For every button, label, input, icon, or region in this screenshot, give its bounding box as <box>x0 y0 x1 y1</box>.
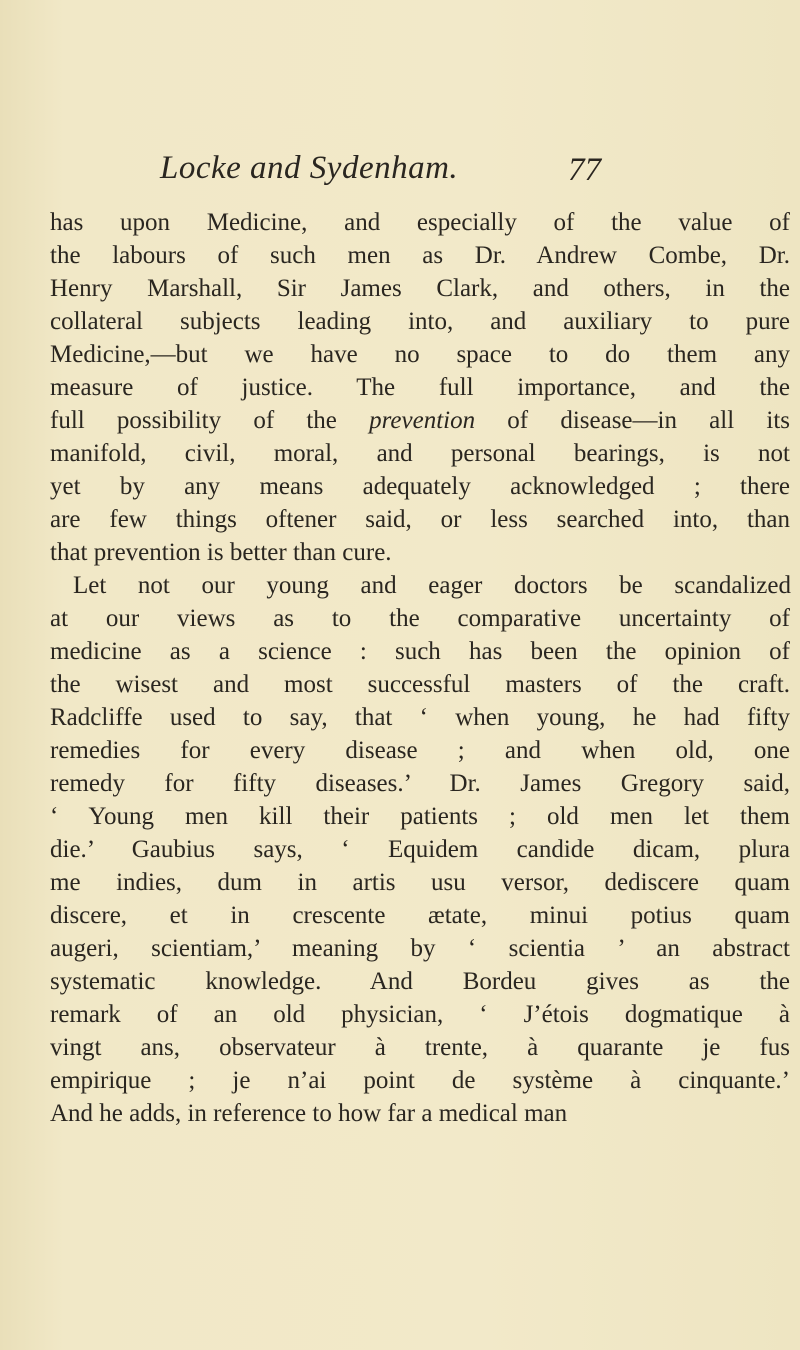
running-title: Locke and Sydenham. <box>160 150 459 186</box>
text-line: me indies, dum in artis usu versor, dediscere quam <box>50 869 790 896</box>
text-line: the wisest and most successful masters of the craft. <box>50 671 790 698</box>
text-line: remedy for fifty diseases.’ Dr. James Gregory said, <box>50 770 790 797</box>
text-line: has upon Medicine, and especially of the value of <box>50 209 790 236</box>
text-line: ‘ Young men kill their patients ; old men let them <box>50 803 790 830</box>
text-line: at our views as to the comparative uncertainty of <box>50 605 790 632</box>
text-line: And he adds, in reference to how far a medical man <box>50 1100 568 1127</box>
text-line: Radcliffe used to say, that ‘ when young, he had fifty <box>50 704 790 731</box>
page-header <box>0 150 800 190</box>
text-line: collateral subjects leading into, and auxiliary to pure <box>50 308 790 335</box>
text-line: the labours of such men as Dr. Andrew Combe, Dr. <box>50 242 790 269</box>
text-line: remedies for every disease ; and when old, one <box>50 737 790 764</box>
page-number: 77 <box>568 152 601 188</box>
text-line: empirique ; je n’ai point de système à cinquante.’ <box>50 1067 790 1094</box>
text-line: measure of justice. The full importance, and the <box>50 374 790 401</box>
text-line: systematic knowledge. And Bordeu gives as the <box>50 968 790 995</box>
text-line: Let not our young and eager doctors be scandalized <box>73 572 791 599</box>
text-line: Henry Marshall, Sir James Clark, and others, in the <box>50 275 790 302</box>
text-line: discere, et in crescente ætate, minui potius quam <box>50 902 790 929</box>
text-line: that prevention is better than cure. <box>50 539 392 566</box>
text-line: remark of an old physician, ‘ J’étois dogmatique à <box>50 1001 790 1028</box>
text-line: full possibility of the prevention of disease—in all its <box>50 407 790 434</box>
text-line: Medicine,—but we have no space to do them any <box>50 341 790 368</box>
text-line: yet by any means adequately acknowledged ; there <box>50 473 790 500</box>
text-line: are few things oftener said, or less searched into, than <box>50 506 790 533</box>
text-line: vingt ans, observateur à trente, à quarante je fus <box>50 1034 790 1061</box>
text-line: manifold, civil, moral, and personal bearings, is not <box>50 440 790 467</box>
text-line: die.’ Gaubius says, ‘ Equidem candide dicam, plura <box>50 836 790 863</box>
text-line: medicine as a science : such has been the opinion of <box>50 638 790 665</box>
text-line: augeri, scientiam,’ meaning by ‘ scientia ’ an abstract <box>50 935 790 962</box>
emphasis-prevention: prevention <box>369 407 476 434</box>
